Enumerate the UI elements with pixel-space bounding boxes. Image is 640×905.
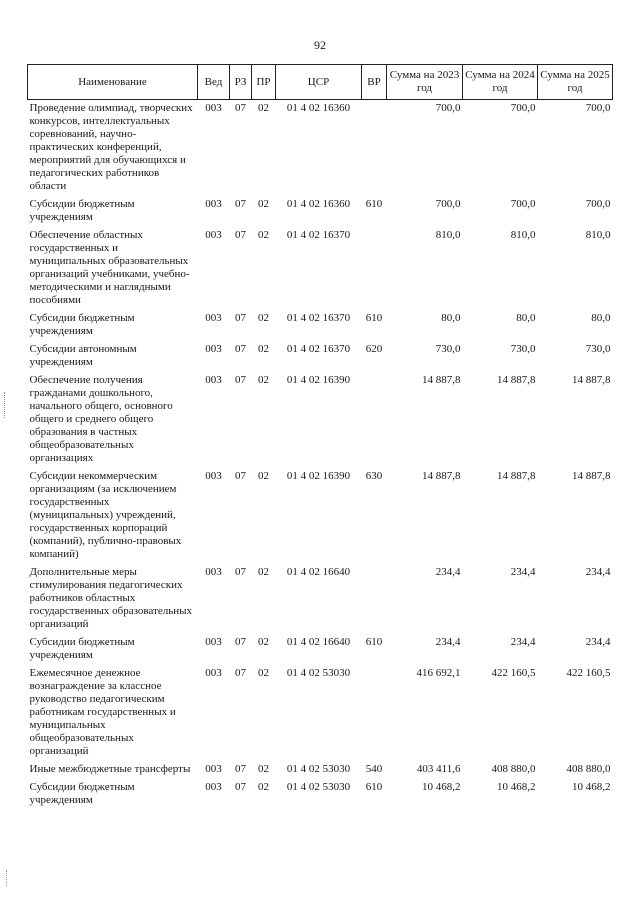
- cell-name: Дополнительные меры стимулирования педагогических работников областных государственных образовательных организаций: [29, 566, 193, 630]
- cell-ved: 003: [205, 343, 222, 355]
- cell-sum-2023: 416 692,1: [416, 667, 461, 679]
- cell-sum-2023: 700,0: [435, 198, 461, 210]
- table-header-row: [28, 65, 613, 100]
- cell-ved: 003: [205, 763, 222, 775]
- cell-ved: 003: [205, 374, 222, 386]
- table-row: [28, 341, 613, 372]
- cell-csr: 01 4 02 16640: [286, 636, 351, 648]
- header-sum-2025: Сумма на 2025 год: [538, 65, 613, 100]
- cell-rz: 07: [235, 763, 246, 775]
- cell-sum-2025: 14 887,8: [572, 470, 611, 482]
- cell-name: Субсидии бюджетным учреждениям: [29, 636, 135, 661]
- cell-vr: 610: [365, 636, 383, 648]
- table-row: [28, 634, 613, 665]
- cell-sum-2025: 80,0: [591, 312, 611, 324]
- cell-sum-2025: 234,4: [585, 636, 611, 648]
- cell-vr: [362, 564, 387, 634]
- cell-sum-2023: 810,0: [435, 229, 461, 241]
- cell-sum-2025: 408 880,0: [566, 763, 611, 775]
- cell-rz: 07: [235, 229, 246, 241]
- table-row: [28, 372, 613, 468]
- cell-vr: [362, 665, 387, 761]
- cell-ved: 003: [205, 229, 222, 241]
- cell-sum-2025: 422 160,5: [566, 667, 611, 679]
- cell-ved: 003: [205, 667, 222, 679]
- cell-vr: 540: [365, 763, 383, 775]
- cell-rz: 07: [235, 781, 246, 793]
- cell-pr: 02: [258, 198, 269, 210]
- cell-csr: 01 4 02 16640: [286, 566, 351, 578]
- cell-name: Иные межбюджетные трансферты: [29, 763, 191, 775]
- cell-csr: 01 4 02 16360: [286, 198, 351, 210]
- cell-sum-2023: 234,4: [435, 636, 461, 648]
- cell-sum-2024: 810,0: [510, 229, 536, 241]
- header-sum-2023: Сумма на 2023 год: [387, 65, 463, 100]
- cell-sum-2024: 80,0: [516, 312, 536, 324]
- scan-margin-mark: [6, 870, 9, 886]
- cell-pr: 02: [258, 566, 269, 578]
- cell-ved: 003: [205, 198, 222, 210]
- cell-name: Субсидии бюджетным учреждениям: [29, 198, 135, 223]
- cell-rz: 07: [235, 667, 246, 679]
- page-number: 92: [314, 38, 326, 52]
- table-row: [28, 310, 613, 341]
- cell-ved: 003: [205, 312, 222, 324]
- scan-margin-mark: [4, 392, 7, 418]
- budget-table: [27, 64, 613, 810]
- cell-pr: 02: [258, 343, 269, 355]
- cell-csr: 01 4 02 16390: [286, 374, 351, 386]
- cell-csr: 01 4 02 53030: [286, 781, 351, 793]
- cell-sum-2025: 700,0: [585, 102, 611, 114]
- cell-sum-2024: 10 468,2: [497, 781, 536, 793]
- cell-vr: 610: [365, 312, 383, 324]
- cell-csr: 01 4 02 16360: [286, 102, 351, 114]
- cell-sum-2023: 14 887,8: [422, 374, 461, 386]
- cell-csr: 01 4 02 53030: [286, 763, 351, 775]
- cell-sum-2023: 403 411,6: [416, 763, 461, 775]
- table-row: [28, 196, 613, 227]
- cell-sum-2024: 408 880,0: [491, 763, 536, 775]
- cell-ved: 003: [205, 781, 222, 793]
- cell-sum-2023: 234,4: [435, 566, 461, 578]
- cell-rz: 07: [235, 102, 246, 114]
- cell-sum-2023: 80,0: [441, 312, 461, 324]
- header-pr: ПР: [252, 65, 276, 100]
- cell-rz: 07: [235, 374, 246, 386]
- cell-name: Ежемесячное денежное вознаграждение за классное руководство педагогическим работникам государственных и муниципальных общеобразовательных организаций: [29, 667, 176, 757]
- table-row: [28, 227, 613, 310]
- cell-name: Проведение олимпиад, творческих конкурсов, интеллектуальных соревнований, научно-практических конференций, мероприятий для обучающихся и педагогических работников области: [29, 102, 193, 192]
- cell-csr: 01 4 02 16390: [286, 470, 351, 482]
- cell-sum-2024: 422 160,5: [491, 667, 536, 679]
- cell-pr: 02: [258, 763, 269, 775]
- table-row: [28, 468, 613, 564]
- cell-pr: 02: [258, 102, 269, 114]
- cell-sum-2024: 700,0: [510, 102, 536, 114]
- header-sum-2024: Сумма на 2024 год: [463, 65, 538, 100]
- cell-csr: 01 4 02 16370: [286, 312, 351, 324]
- cell-sum-2024: 14 887,8: [497, 374, 536, 386]
- cell-rz: 07: [235, 566, 246, 578]
- cell-sum-2024: 14 887,8: [497, 470, 536, 482]
- cell-rz: 07: [235, 470, 246, 482]
- cell-sum-2025: 234,4: [585, 566, 611, 578]
- cell-ved: 003: [205, 102, 222, 114]
- cell-rz: 07: [235, 198, 246, 210]
- cell-csr: 01 4 02 53030: [286, 667, 351, 679]
- cell-vr: [362, 100, 387, 197]
- header-rz: РЗ: [230, 65, 252, 100]
- cell-sum-2023: 700,0: [435, 102, 461, 114]
- cell-rz: 07: [235, 343, 246, 355]
- table-row: [28, 665, 613, 761]
- cell-name: Субсидии некоммерческим организациям (за исключением государственных (муниципальных) учреждений, государственных корпораций (компаний), публично-правовых компаний): [29, 470, 182, 560]
- cell-name: Обеспечение областных государственных и муниципальных образовательных организаций учебниками, учебно-методическими и наглядными пособиями: [29, 229, 190, 306]
- table-body: [28, 100, 613, 811]
- cell-sum-2023: 730,0: [435, 343, 461, 355]
- cell-pr: 02: [258, 229, 269, 241]
- cell-sum-2025: 14 887,8: [572, 374, 611, 386]
- cell-sum-2024: 700,0: [510, 198, 536, 210]
- header-ved: Вед: [198, 65, 230, 100]
- cell-pr: 02: [258, 312, 269, 324]
- cell-csr: 01 4 02 16370: [286, 229, 351, 241]
- cell-csr: 01 4 02 16370: [286, 343, 351, 355]
- cell-ved: 003: [205, 636, 222, 648]
- cell-sum-2024: 730,0: [510, 343, 536, 355]
- cell-sum-2025: 10 468,2: [572, 781, 611, 793]
- cell-sum-2023: 10 468,2: [422, 781, 461, 793]
- cell-vr: [362, 372, 387, 468]
- cell-vr: 630: [365, 470, 383, 482]
- cell-sum-2024: 234,4: [510, 636, 536, 648]
- cell-sum-2025: 700,0: [585, 198, 611, 210]
- table-row: [28, 100, 613, 197]
- cell-pr: 02: [258, 374, 269, 386]
- cell-sum-2024: 234,4: [510, 566, 536, 578]
- cell-vr: 610: [365, 198, 383, 210]
- cell-pr: 02: [258, 667, 269, 679]
- cell-sum-2023: 14 887,8: [422, 470, 461, 482]
- cell-name: Субсидии бюджетным учреждениям: [29, 781, 135, 806]
- cell-pr: 02: [258, 781, 269, 793]
- table-row: [28, 779, 613, 810]
- cell-vr: 610: [365, 781, 383, 793]
- table-row: [28, 761, 613, 779]
- cell-rz: 07: [235, 636, 246, 648]
- cell-sum-2025: 730,0: [585, 343, 611, 355]
- cell-ved: 003: [205, 566, 222, 578]
- cell-name: Субсидии бюджетным учреждениям: [29, 312, 135, 337]
- cell-pr: 02: [258, 470, 269, 482]
- header-name: Наименование: [28, 65, 198, 100]
- cell-ved: 003: [205, 470, 222, 482]
- cell-vr: 620: [365, 343, 383, 355]
- cell-pr: 02: [258, 636, 269, 648]
- cell-name: Обеспечение получения гражданами дошкольного, начального общего, основного общего и среднего общего образования в частных общеобразовательных организациях: [29, 374, 173, 464]
- cell-vr: [362, 227, 387, 310]
- cell-rz: 07: [235, 312, 246, 324]
- header-csr: ЦСР: [276, 65, 362, 100]
- table-row: [28, 564, 613, 634]
- cell-name: Субсидии автономным учреждениям: [29, 343, 137, 368]
- cell-sum-2025: 810,0: [585, 229, 611, 241]
- header-vr: ВР: [362, 65, 387, 100]
